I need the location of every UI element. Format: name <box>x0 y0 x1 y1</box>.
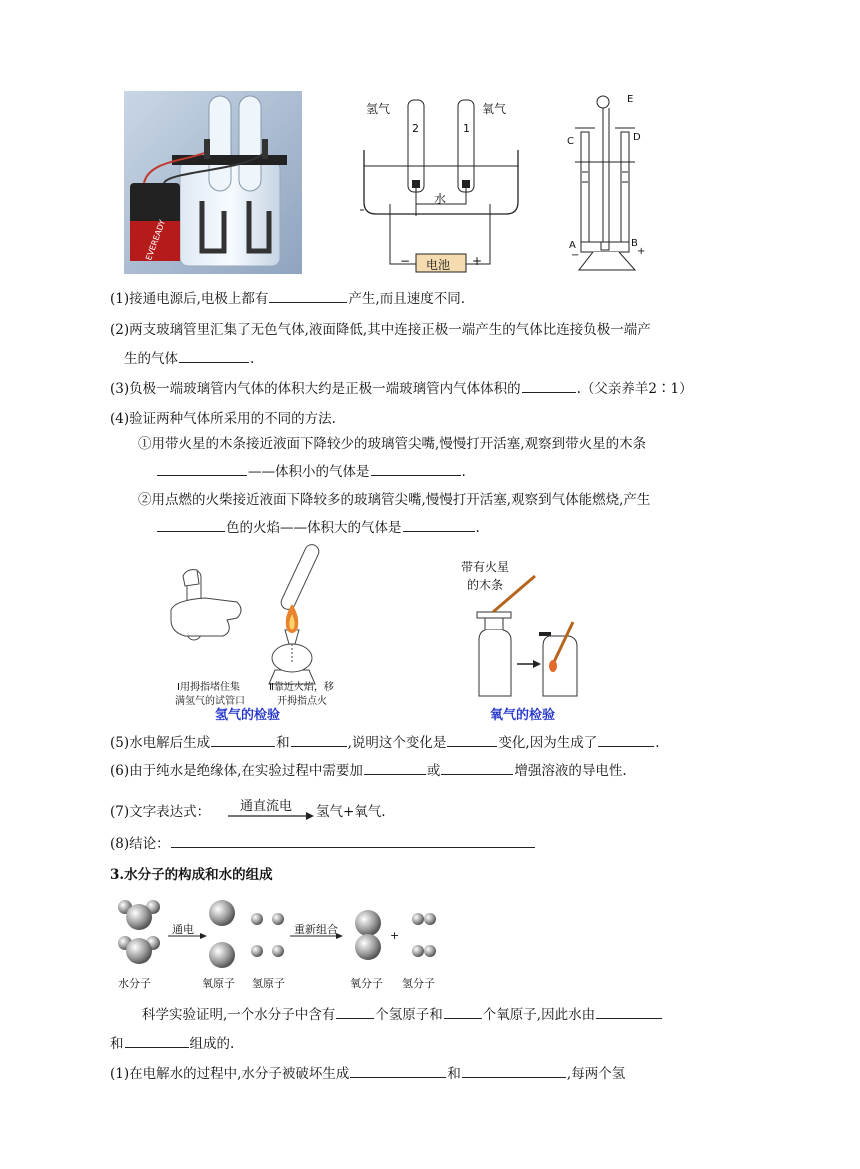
question-2-line1: (2)两支玻璃管里汇集了无色气体,液面降低,其中连接正极一端产生的气体比连接负极一端产 <box>110 322 651 338</box>
section-3-q1 <box>110 1065 625 1083</box>
s3q1-post: ,每两个氢 <box>566 1066 626 1082</box>
q2-blank[interactable] <box>179 350 249 363</box>
question-6 <box>110 762 627 780</box>
label-minus: − <box>400 254 411 268</box>
molecule-diagram <box>112 893 457 993</box>
label-tube-1: 1 <box>463 122 470 135</box>
label-E: E <box>627 94 634 105</box>
para1-blank2[interactable] <box>444 1006 482 1019</box>
label-tube-2: 2 <box>412 122 419 135</box>
q5-blank1[interactable] <box>211 734 275 747</box>
question-3 <box>110 380 693 398</box>
s3q1-blank1[interactable] <box>350 1065 446 1078</box>
step1-caption-line2: 满氢气的试管口 <box>175 696 245 707</box>
oxygen-test-figure <box>455 560 595 702</box>
q3-post: .（父亲养羊2∶1） <box>576 381 693 397</box>
q8-blank[interactable] <box>171 835 535 848</box>
step2-caption-line1: Ⅱ靠近火焰，移 <box>269 682 334 693</box>
question-4a-line2 <box>156 463 466 481</box>
q1-post: 产生,而且速度不同. <box>348 291 466 307</box>
q5-blank2[interactable] <box>291 734 347 747</box>
question-4-title: (4)验证两种气体所采用的不同的方法. <box>110 411 336 427</box>
q5-mid1: 和 <box>276 735 290 751</box>
para2-pre: 和 <box>110 1036 124 1052</box>
question-7-products: 氢气+氧气. <box>316 804 386 820</box>
question-7 <box>110 803 210 821</box>
q4b-blank2[interactable] <box>403 519 475 532</box>
arrow1-label: 通电 <box>172 923 194 936</box>
label-D: D <box>633 132 641 143</box>
question-1 <box>110 290 465 308</box>
question-4a-line1: ①用带火星的木条接近液面下降较少的玻璃管尖嘴,慢慢打开活塞,观察到带火星的木条 <box>138 436 647 452</box>
q6-blank2[interactable] <box>441 762 513 775</box>
q4b-blank1[interactable] <box>157 519 225 532</box>
q2-post: . <box>250 351 255 367</box>
q4a-blank1[interactable] <box>157 463 247 476</box>
q5-pre: (5)水电解后生成 <box>110 735 211 751</box>
para1-pre: 科学实验证明,一个水分子中含有 <box>142 1007 336 1023</box>
label-o2: 氧分子 <box>350 977 383 990</box>
arrow2-label: 重新组合 <box>294 923 338 936</box>
label-C: C <box>567 136 574 147</box>
arrow-label: 通直流电 <box>240 799 293 814</box>
q1-blank[interactable] <box>269 290 347 303</box>
label-o-atom: 氧原子 <box>202 977 235 990</box>
q4a-mid: ——体积小的气体是 <box>248 464 370 480</box>
s3q1-blank2[interactable] <box>462 1065 566 1078</box>
q4b-post: . <box>475 520 480 536</box>
label-apparatus-plus: + <box>637 246 646 257</box>
step1-caption-line1: Ⅰ用拇指堵住集 <box>177 682 240 693</box>
question-2-line2 <box>124 350 254 368</box>
q4a-blank2[interactable] <box>371 463 461 476</box>
q5-blank3[interactable] <box>447 734 497 747</box>
label-water: 水 <box>434 192 447 206</box>
q8-pre: (8)结论： <box>110 836 170 852</box>
para1-mid1: 个氢原子和 <box>375 1007 443 1023</box>
para1-mid2: 个氧原子,因此水由 <box>482 1007 596 1023</box>
label-B: B <box>631 238 638 249</box>
q1-pre: (1)接通电源后,电极上都有 <box>110 291 269 307</box>
q3-blank[interactable] <box>522 380 576 393</box>
label-plus: + <box>472 254 483 268</box>
splint-caption-line1: 带有火星 <box>461 560 510 574</box>
q5-mid3: 变化,因为生成了 <box>498 735 598 751</box>
hofmann-apparatus <box>565 92 647 278</box>
section-3-heading: 3.水分子的构成和水的组成 <box>110 867 273 883</box>
question-4b-line1: ②用点燃的火柴接近液面下降较多的玻璃管尖嘴,慢慢打开活塞,观察到气体能燃烧,产生 <box>138 492 651 508</box>
para2-blank[interactable] <box>125 1035 189 1048</box>
electrolysis-photo <box>124 91 302 274</box>
para1-blank3[interactable] <box>596 1006 662 1019</box>
plus-sign: + <box>390 929 400 942</box>
label-water-molecule: 水分子 <box>118 977 151 990</box>
label-A: A <box>569 240 576 251</box>
label-h2: 氢分子 <box>402 977 435 990</box>
label-hydrogen: 氢气 <box>366 102 391 116</box>
label-oxygen: 氧气 <box>482 102 507 116</box>
q6-pre: (6)由于纯水是绝缘体,在实验过程中需要加 <box>110 763 363 779</box>
section-3-para2 <box>110 1035 234 1053</box>
q5-blank4[interactable] <box>598 734 654 747</box>
question-4b-line2 <box>156 519 480 537</box>
splint-caption-line2: 的木条 <box>467 578 504 592</box>
q4a-post: . <box>461 464 466 480</box>
q2-pre: 生的气体 <box>124 351 178 367</box>
s3q1-mid: 和 <box>447 1066 461 1082</box>
label-battery: 电池 <box>426 258 451 272</box>
section-3-para1 <box>142 1006 663 1024</box>
battery-brand-text: EVEREADY <box>144 218 168 262</box>
para2-post: 组成的. <box>189 1036 235 1052</box>
label-apparatus-minus: − <box>571 250 580 261</box>
q6-blank1[interactable] <box>364 762 426 775</box>
label-h-atom: 氢原子 <box>252 977 285 990</box>
hydrogen-test-caption: 氢气的检验 <box>215 708 281 723</box>
hydrogen-test-figure <box>165 540 355 708</box>
para1-blank1[interactable] <box>336 1006 374 1019</box>
electrolysis-schematic <box>360 92 522 274</box>
s3q1-pre: (1)在电解水的过程中,水分子被破坏生成 <box>110 1066 350 1082</box>
reaction-arrow <box>228 795 314 821</box>
question-5 <box>110 734 660 752</box>
step2-caption-line2: 开拇指点火 <box>277 696 327 707</box>
q5-mid2: ,说明这个变化是 <box>347 735 447 751</box>
question-8 <box>110 835 536 853</box>
q6-post: 增强溶液的导电性. <box>514 763 627 779</box>
oxygen-test-caption: 氧气的检验 <box>490 708 556 723</box>
q5-post: . <box>655 735 660 751</box>
q6-mid: 或 <box>426 763 441 779</box>
q4b-mid: 色的火焰——体积大的气体是 <box>226 520 402 536</box>
q3-pre: (3)负极一端玻璃管内气体的体积大约是正极一端玻璃管内气体体积的 <box>110 381 521 397</box>
q7-pre: (7)文字表达式： <box>110 804 211 820</box>
